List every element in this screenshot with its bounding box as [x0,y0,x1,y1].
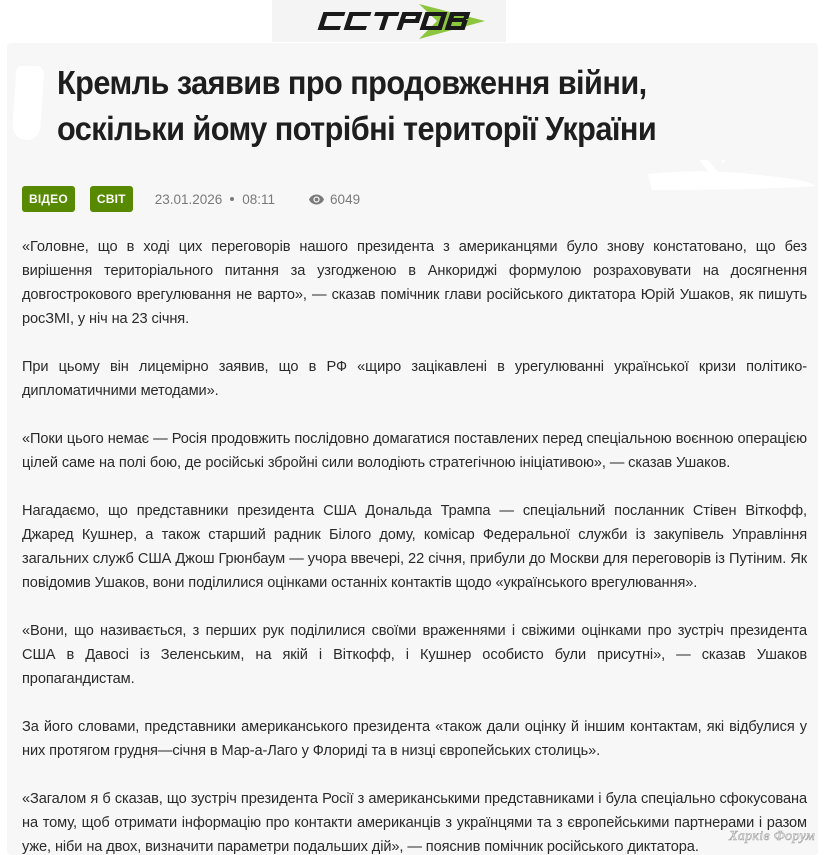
site-logo[interactable] [272,0,506,42]
eye-icon [309,194,324,205]
watermark-artifact [11,66,44,140]
article-body [22,235,807,855]
separator-dot [230,197,234,201]
article-paragraph: «Поки цього немає — Росія продовжить послідовно домагатися поставлених перед спеціальною воєнною операцією цілей саме на полі бою, де російські збройні сили володіють стратегічною ініціативою», — сказав Ушаков. [22,431,807,471]
watermark-artifact-icon [648,160,820,194]
article-paragraph: Нагадаємо, що представники президента США Дональда Трампа — спеціальний посланник Стівен Віткофф, Джаред Кушнер, а також старший радник Білого дому, комісар Федеральної служби із закупівель Управління загальних служб США Джош Грюнбаум — учора ввечері, 22 січня, прибули до Москви для переговорів із Путіним. Як повідомив Ушаков, вони поділилися оцінками останніх контактів щодо «українського врегулювання». [22,503,807,591]
ostrov-logo-icon [289,1,489,41]
view-count [309,192,360,207]
tag-video-badge[interactable]: ВІДЕО [22,186,75,212]
tag-world-badge[interactable]: СВІТ [90,186,133,212]
publish-time: 08:11 [242,191,276,207]
article-paragraph: При цьому він лицемірно заявив, що в РФ «щиро зацікавлені в урегулюванні української кризи політико-дипломатичними методами». [22,359,807,399]
view-count-value: 6049 [330,191,361,207]
article-paragraph: За його словами, представники американського президента «також дали оцінку й іншим контактам, які відбулися у них протягом грудня—січня в Мар-а-Лаго у Флориді та в низці європейських столиць». [22,719,807,759]
article-paragraph: «Вони, що називається, з перших рук поділилися своїми враженнями і свіжими оцінками про зустріч президента США в Давосі із Зеленським, на якій і Віткофф, і Кушнер особисто були присутні», — сказав Ушаков пропагандистам. [22,623,807,687]
publish-date: 23.01.2026 [154,191,223,207]
article-meta [22,186,360,212]
article-title: Кремль заявив про продовження війни, оскільки йому потрібні території України [57,64,657,147]
forum-watermark: Харків Форум [728,829,815,844]
publish-datetime [155,192,275,207]
article-paragraph: «Загалом я б сказав, що зустріч президента Росії з американськими представниками і була спеціально сфокусована на тому, щоб отримати інформацію про контакти американців з українцями та з європейськими партнерами і разом уже, ніби на двох, визначити параметри подальших дій», — пояснив помічник російського диктатора. [22,791,807,855]
article-paragraph: «Головне, що в ході цих переговорів нашого президента з американцями було знову констатовано, що без вирішення територіального питання за узгодженою в Анкориджі формулою розраховувати на досягнення довгострокового врегулювання не варто», — сказав помічник глави російського диктатора Юрій Ушаков, як пишуть росЗМІ, у ніч на 23 січня. [22,239,807,327]
